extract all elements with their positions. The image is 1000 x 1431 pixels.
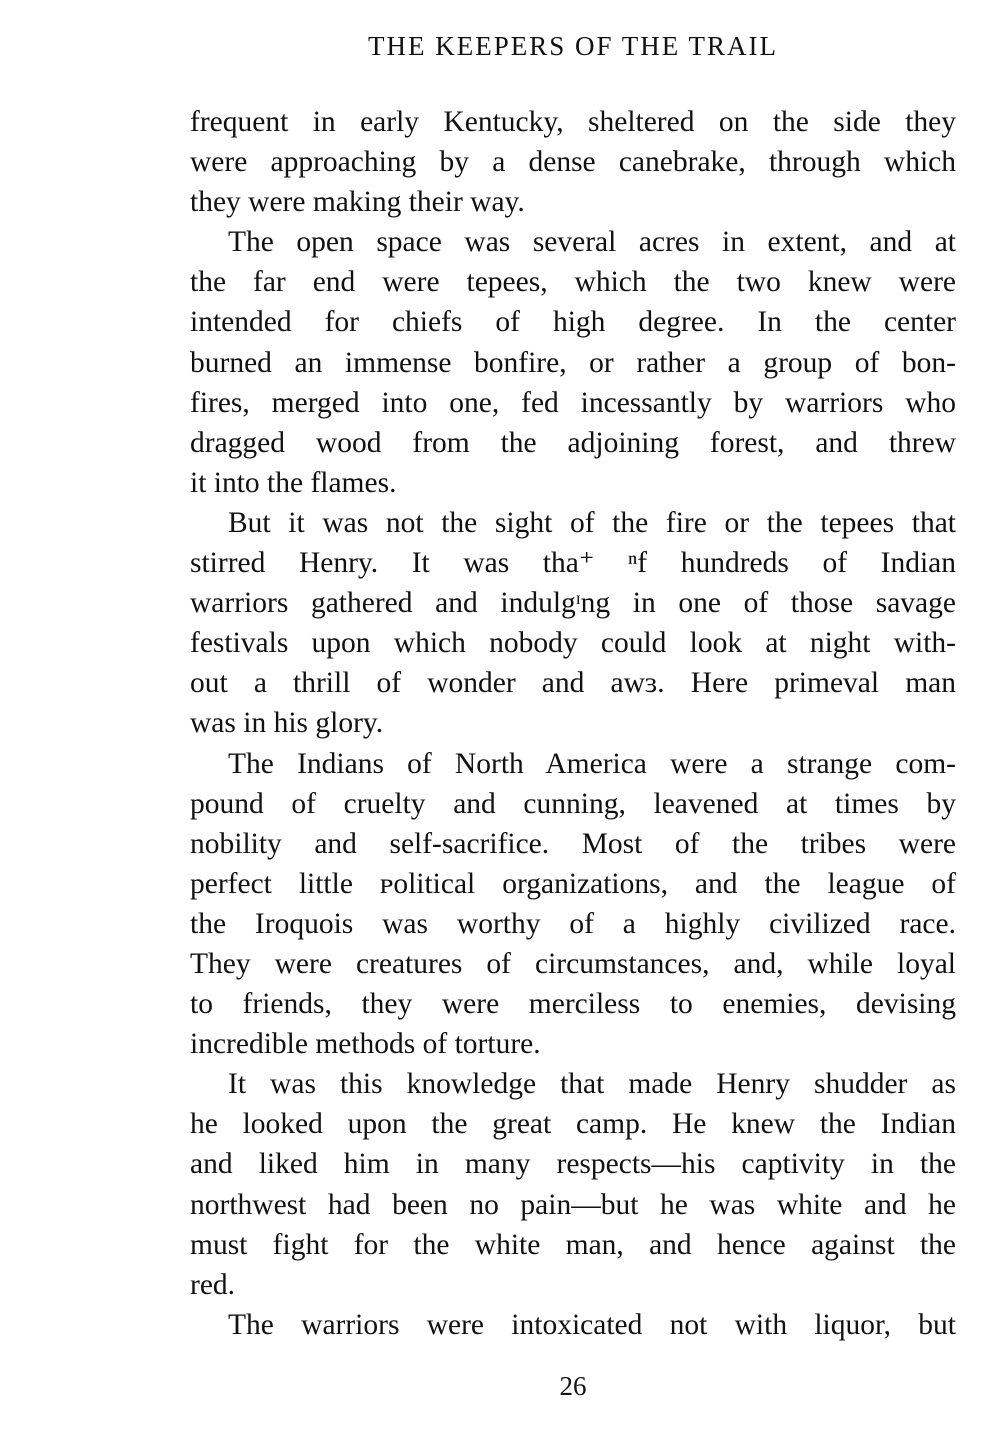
text-line: fires, merged into one, fed incessantly by warriors who: [190, 386, 956, 419]
text-line: incredible methods of torture.: [190, 1028, 541, 1061]
text-line: northwest had been no pain—but he was white and he: [190, 1188, 956, 1221]
text-line: The Indians of North America were a strange com-: [228, 747, 956, 780]
text-line: were approaching by a dense canebrake, through which: [190, 146, 956, 179]
text-line: to friends, they were merciless to enemies, devising: [190, 988, 956, 1021]
text-line: frequent in early Kentucky, sheltered on the side they: [190, 106, 956, 138]
text-line: and liked him in many respects—his captivity in the: [190, 1148, 956, 1181]
text-line: the far end were tepees, which the two knew were: [190, 266, 956, 299]
body-text: [190, 102, 956, 1345]
text-line: warriors gathered and indulgᶦng in one of those savage: [190, 587, 956, 620]
text-line: he looked upon the great camp. He knew the Indian: [190, 1108, 956, 1141]
text-line: was in his glory.: [190, 707, 384, 740]
text-line: burned an immense bonfire, or rather a group of bon-: [190, 346, 956, 379]
text-line: red.: [190, 1268, 236, 1301]
text-line: But it was not the sight of the fire or the tepees that: [228, 506, 956, 539]
text-line: perfect little ᴘolitical organizations, and the league of: [190, 867, 956, 900]
text-line: the Iroquois was worthy of a highly civilized race.: [190, 907, 956, 940]
text-line: they were making their way.: [190, 186, 525, 219]
text-line: stirred Henry. It was tha⁺ ⁿf hundreds of Indian: [190, 547, 956, 580]
text-line: out a thrill of wonder and awɜ. Here primeval man: [190, 667, 956, 700]
text-line: must fight for the white man, and hence against the: [190, 1228, 956, 1261]
text-line: pound of cruelty and cunning, leavened at times by: [190, 787, 956, 820]
running-head: THE KEEPERS OF THE TRAIL: [367, 31, 778, 61]
text-line: it into the flames.: [190, 466, 397, 499]
text-line: The open space was several acres in extent, and at: [228, 226, 956, 259]
text-line: nobility and self-sacrifice. Most of the tribes were: [190, 827, 956, 860]
text-line: The warriors were intoxicated not with liquor, but: [228, 1308, 956, 1341]
text-line: festivals upon which nobody could look at night with-: [190, 627, 956, 660]
text-line: It was this knowledge that made Henry shudder as: [228, 1068, 956, 1101]
text-line: intended for chiefs of high degree. In the center: [190, 306, 956, 339]
text-line: dragged wood from the adjoining forest, and threw: [190, 426, 956, 459]
text-line: They were creatures of circumstances, and, while loyal: [190, 947, 956, 980]
page-number: 26: [559, 1371, 587, 1401]
